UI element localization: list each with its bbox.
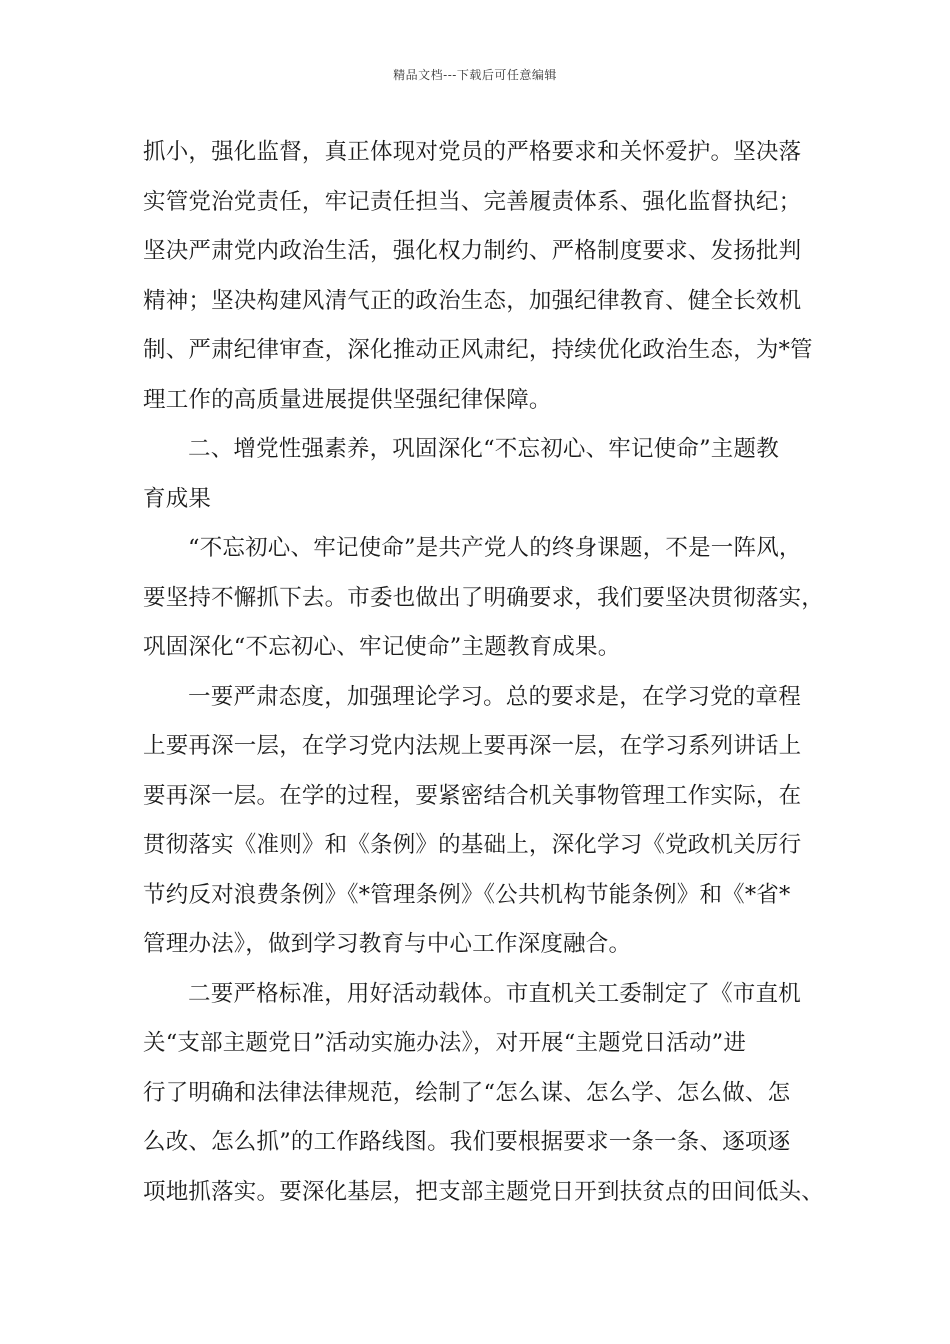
text-line: 么改、怎么抓”的工作路线图。我们要根据要求一条一条、逐项逐 bbox=[143, 1129, 791, 1155]
text-line: 项地抓落实。要深化基层，把支部主题党日开到扶贫点的田间低头、 bbox=[143, 1178, 825, 1205]
text-line: 贯彻落实《准则》和《条例》的基础上，深化学习《党政机关厉行 bbox=[143, 832, 802, 858]
text-line: 节约反对浪费条例》《*管理条例》《公共机构节能条例》和《*省* bbox=[143, 881, 791, 908]
text-line: 管理办法》，做到学习教育与中心工作深度融合。 bbox=[143, 931, 632, 957]
document-body bbox=[143, 128, 843, 1217]
text-line: 理工作的高质量进展提供坚强纪律保障。 bbox=[143, 386, 552, 413]
section-heading-line: 二、增党性强素养，巩固深化“不忘初心、牢记使命”主题教 bbox=[188, 436, 779, 462]
text-line: 要再深一层。在学的过程，要紧密结合机关事物管理工作实际，在 bbox=[143, 782, 802, 809]
text-line: 巩固深化“不忘初心、牢记使命”主题教育成果。 bbox=[143, 634, 621, 660]
text-line: 关“支部主题党日”活动实施办法》，对开展“主题党日活动”进 bbox=[143, 1030, 747, 1056]
text-line: 坚决严肃党内政治生活，强化权力制约、严格制度要求、发扬批判 bbox=[143, 238, 802, 264]
text-line: 实管党治党责任，牢记责任担当、完善履责体系、强化监督执纪； bbox=[143, 188, 802, 215]
text-line: 要坚持不懈抓下去。市委也做出了明确要求，我们要坚决贯彻落实， bbox=[143, 584, 825, 611]
paragraph-start-line: 二要严格标准，用好活动载体。市直机关工委制定了《市直机 bbox=[188, 980, 801, 1007]
paragraph-start-line: “不忘初心、牢记使命”是共产党人的终身课题，不是一阵风， bbox=[188, 535, 802, 561]
page-header: 精品文档---下载后可任意编辑 bbox=[393, 68, 557, 82]
text-line: 精神；坚决构建风清气正的政治生态，加强纪律教育、健全长效机 bbox=[143, 287, 802, 314]
text-line: 抓小，强化监督，真正体现对党员的严格要求和关怀爱护。坚决落 bbox=[143, 139, 802, 165]
text-line: 制、严肃纪律审查，深化推动正风肃纪，持续优化政治生态，为*管 bbox=[143, 337, 813, 363]
paragraph-start-line: 一要严肃态度，加强理论学习。总的要求是，在学习党的章程 bbox=[188, 683, 801, 710]
section-heading-line: 育成果 bbox=[143, 485, 212, 512]
text-line: 行了明确和法律法律规范，绘制了“怎么谋、怎么学、怎么做、怎 bbox=[143, 1079, 791, 1106]
text-line: 上要再深一层，在学习党内法规上要再深一层，在学习系列讲话上 bbox=[143, 733, 802, 759]
